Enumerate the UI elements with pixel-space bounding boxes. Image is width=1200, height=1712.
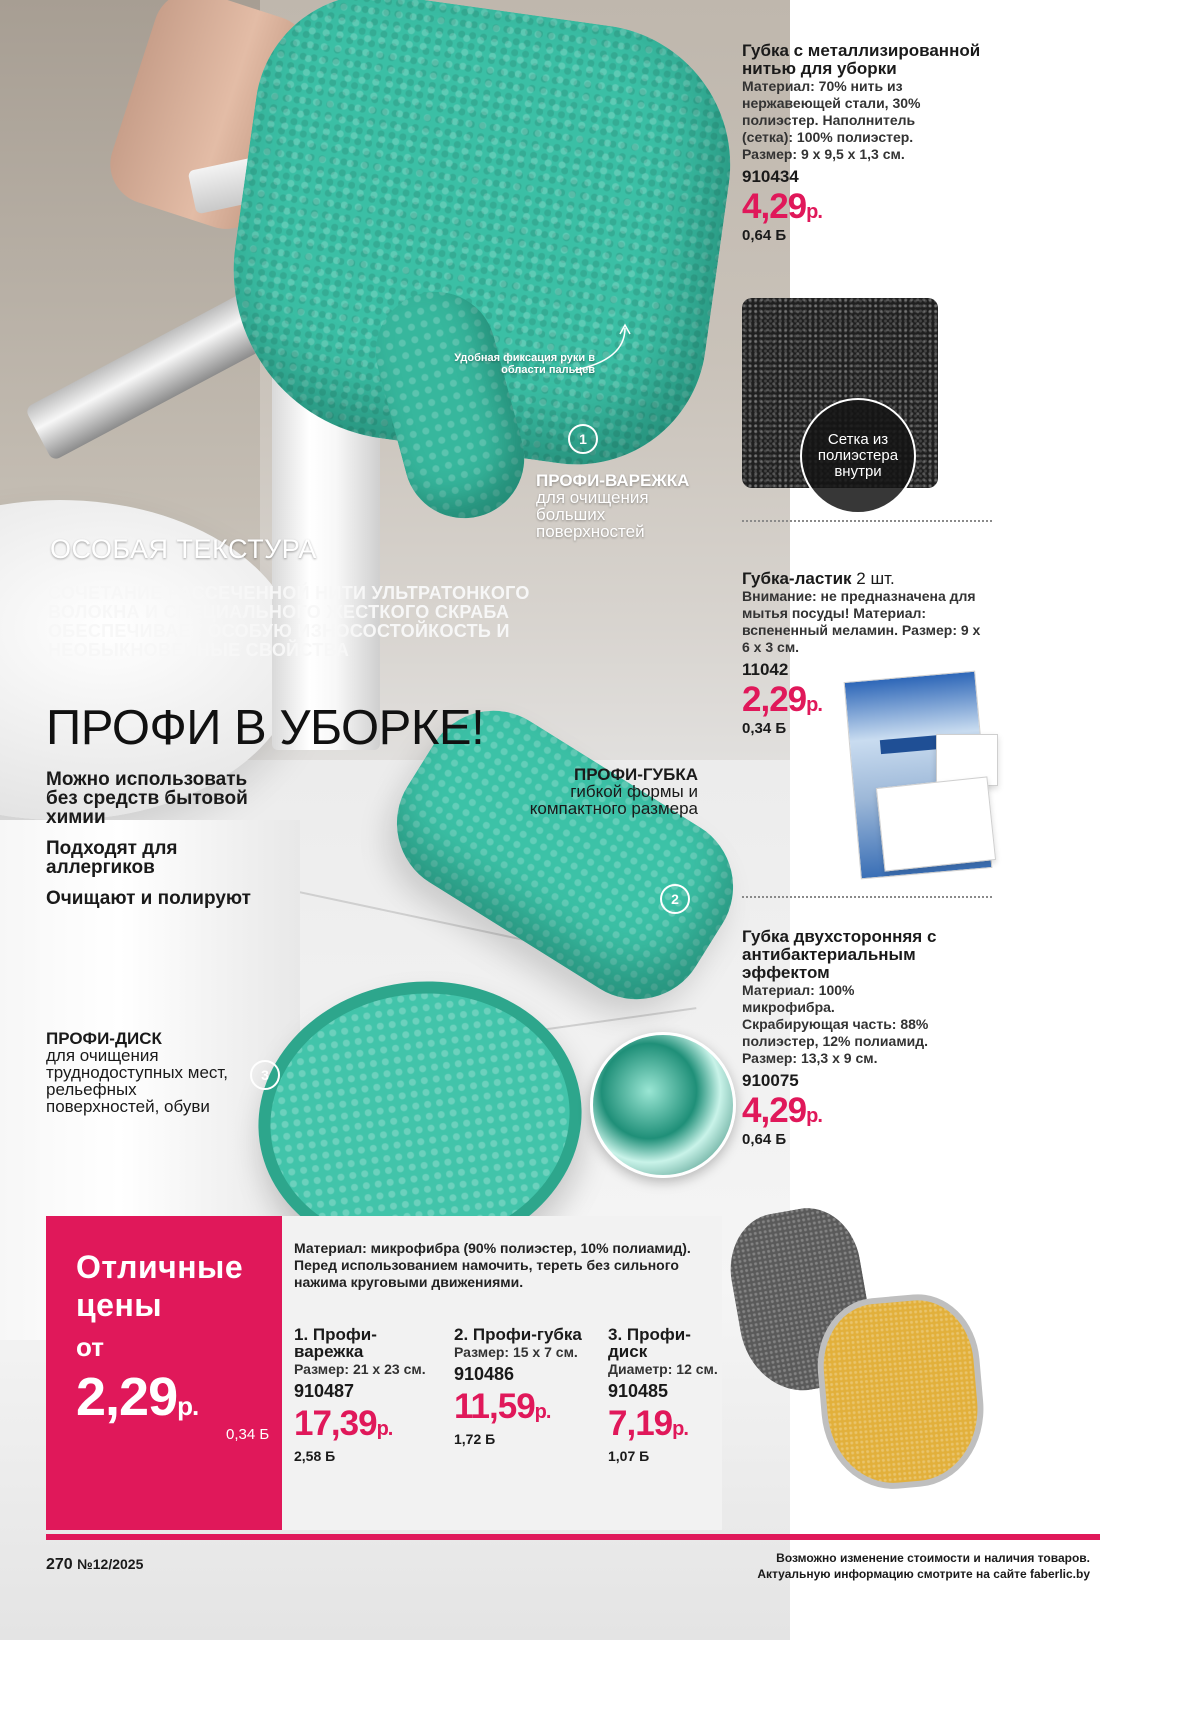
currency: р.: [806, 1105, 822, 1127]
product-name: 3. Профи-диск: [608, 1325, 691, 1361]
material-note: Материал: микрофибра (90% полиэстер, 10% полиамид). Перед использованием намочить, тереть без сильного нажима круговыми движениями.: [294, 1240, 691, 1290]
mitt-note: Удобная фиксация руки в области пальцев: [454, 352, 595, 376]
set-product-mitt: [294, 1326, 434, 1464]
footer-disclaimer: [590, 1550, 1090, 1582]
promo-title: [76, 1248, 243, 1324]
product-price: [454, 1387, 594, 1427]
number-2-badge: 2: [660, 884, 690, 914]
product-qty: 2 шт.: [856, 569, 895, 588]
disclaimer-line-1: Возможно изменение стоимости и наличия товаров.: [776, 1551, 1090, 1565]
product-code: 910485: [608, 1381, 669, 1401]
product-name: 2. Профи-губка: [454, 1325, 582, 1344]
product-spec: Размер: 21 х 23 см.: [294, 1361, 426, 1377]
product-points: 0,64 Б: [742, 227, 787, 244]
disclaimer-line-2: Актуальную информацию смотрите на сайте faberlic.by: [757, 1567, 1090, 1581]
feature-item: Очищают и полируют: [46, 888, 251, 909]
product-double-sponge: [742, 928, 1002, 1148]
product-points: 1,72 Б: [454, 1431, 496, 1447]
product-name: Губка с металлизированной нитью для уборки: [742, 41, 981, 78]
promo-from: от: [76, 1332, 104, 1362]
set-product-sponge: [454, 1326, 594, 1447]
footer-divider: [46, 1534, 1100, 1540]
feature-item: Подходят для аллергиков: [46, 838, 178, 878]
product-points: 2,58 Б: [294, 1448, 336, 1464]
currency: р.: [806, 201, 822, 223]
product-points: 0,34 Б: [742, 720, 787, 737]
product-spec: Материал: 100% микрофибра. Скрабирующая часть: 88% полиэстер, 12% полиамид. Размер: 13,3 х 9 см.: [742, 982, 929, 1066]
number-3-badge: 3: [250, 1060, 280, 1090]
product-code: 910075: [742, 1071, 799, 1090]
promo-currency: р.: [177, 1391, 199, 1421]
divider: [742, 520, 992, 522]
label-sponge-desc: гибкой формы и компактного размера: [529, 782, 698, 818]
page-number: [46, 1556, 143, 1574]
label-disk-title: ПРОФИ-ДИСК: [46, 1029, 162, 1048]
product-name-text: Губка-ластик: [742, 569, 852, 588]
mesh-badge: Сетка из полиэстера внутри: [800, 398, 916, 514]
product-spec: Диаметр: 12 см.: [608, 1361, 718, 1377]
product-spec: Внимание: не предназначена для мытья посуды! Материал: вспененный меламин. Размер: 9 х 6 х 3 см.: [742, 588, 981, 655]
promo-price-value: 2,29: [76, 1367, 178, 1427]
label-mitt: [536, 472, 696, 540]
currency: р.: [376, 1418, 393, 1440]
eraser-block-image: [876, 776, 996, 871]
label-sponge: [520, 766, 698, 817]
product-spec: Размер: 15 х 7 см.: [454, 1344, 578, 1360]
product-name: Губка двухсторонняя с антибактериальным эффектом: [742, 927, 937, 982]
product-price: [294, 1404, 434, 1444]
promo-price: [76, 1366, 198, 1428]
promo-line-2: цены: [76, 1287, 163, 1323]
product-price: [742, 187, 1002, 227]
number-1-badge: 1: [568, 424, 598, 454]
yellow-sponge-image: [812, 1289, 990, 1494]
product-name: 1. Профи-варежка: [294, 1325, 377, 1361]
currency: р.: [534, 1401, 551, 1423]
product-name: [742, 570, 1002, 588]
product-spec: Материал: 70% нить из нержавеющей стали, 30% полиэстер. Наполнитель (сетка): 100% полиэстер. Размер: 9 х 9,5 х 1,3 см.: [742, 78, 921, 162]
price-value: 7,19: [608, 1404, 673, 1443]
page-headline: ПРОФИ В УБОРКЕ!: [46, 701, 485, 755]
label-sponge-title: ПРОФИ-ГУБКА: [573, 765, 698, 784]
product-points: 1,07 Б: [608, 1448, 650, 1464]
currency: р.: [806, 694, 822, 716]
arrow-icon: [570, 320, 640, 380]
feature-item: Можно использовать без средств бытовой химии: [46, 769, 248, 828]
price-value: 4,29: [742, 187, 807, 226]
texture-zoom: [590, 1032, 736, 1178]
promo-points: 0,34 Б: [226, 1426, 270, 1443]
promo-line-1: Отличные: [76, 1249, 244, 1285]
issue-number: №12/2025: [77, 1556, 144, 1572]
texture-title: ОСОБАЯ ТЕКСТУРА: [50, 534, 317, 564]
product-price: [608, 1404, 718, 1444]
price-value: 17,39: [294, 1404, 377, 1443]
divider: [742, 896, 992, 898]
price-value: 2,29: [742, 680, 807, 719]
price-value: 4,29: [742, 1091, 807, 1130]
product-points: 0,64 Б: [742, 1131, 787, 1148]
product-price: [742, 1091, 1002, 1131]
product-code: 910486: [454, 1364, 515, 1384]
label-disk-desc: для очищения труднодоступных мест, рельефных поверхностей, обуви: [46, 1046, 229, 1116]
page-number-value: 270: [46, 1556, 73, 1573]
product-code: 11042: [742, 660, 789, 679]
product-code: 910434: [742, 167, 799, 186]
label-mitt-title: ПРОФИ-ВАРЕЖКА: [536, 471, 690, 490]
feature-list: [46, 770, 266, 920]
set-product-disk: [608, 1326, 718, 1464]
product-metal-sponge: [742, 42, 1002, 244]
currency: р.: [672, 1418, 688, 1440]
product-code: 910487: [294, 1381, 355, 1401]
promo-box: [46, 1216, 282, 1530]
set-info-box: [282, 1216, 722, 1530]
label-disk: [46, 1030, 246, 1115]
price-value: 11,59: [454, 1387, 535, 1426]
texture-desc: СОЧЕТАНИЕ РАССЕЧЕННОЙ НИТИ УЛЬТРАТОНКОГО ВОЛОКНА И СПЕЦИАЛЬНОГО ЖЕСТКОГО СКРАБА ОБЕСПЕЧИВАЕТ ОСОБУЮ ИЗНОСОСТОЙКОСТЬ И НЕОБЫКНОВЕННЫЕ СВОЙСТВА: [48, 583, 530, 660]
label-mitt-desc: для очищения больших поверхностей: [536, 488, 649, 541]
